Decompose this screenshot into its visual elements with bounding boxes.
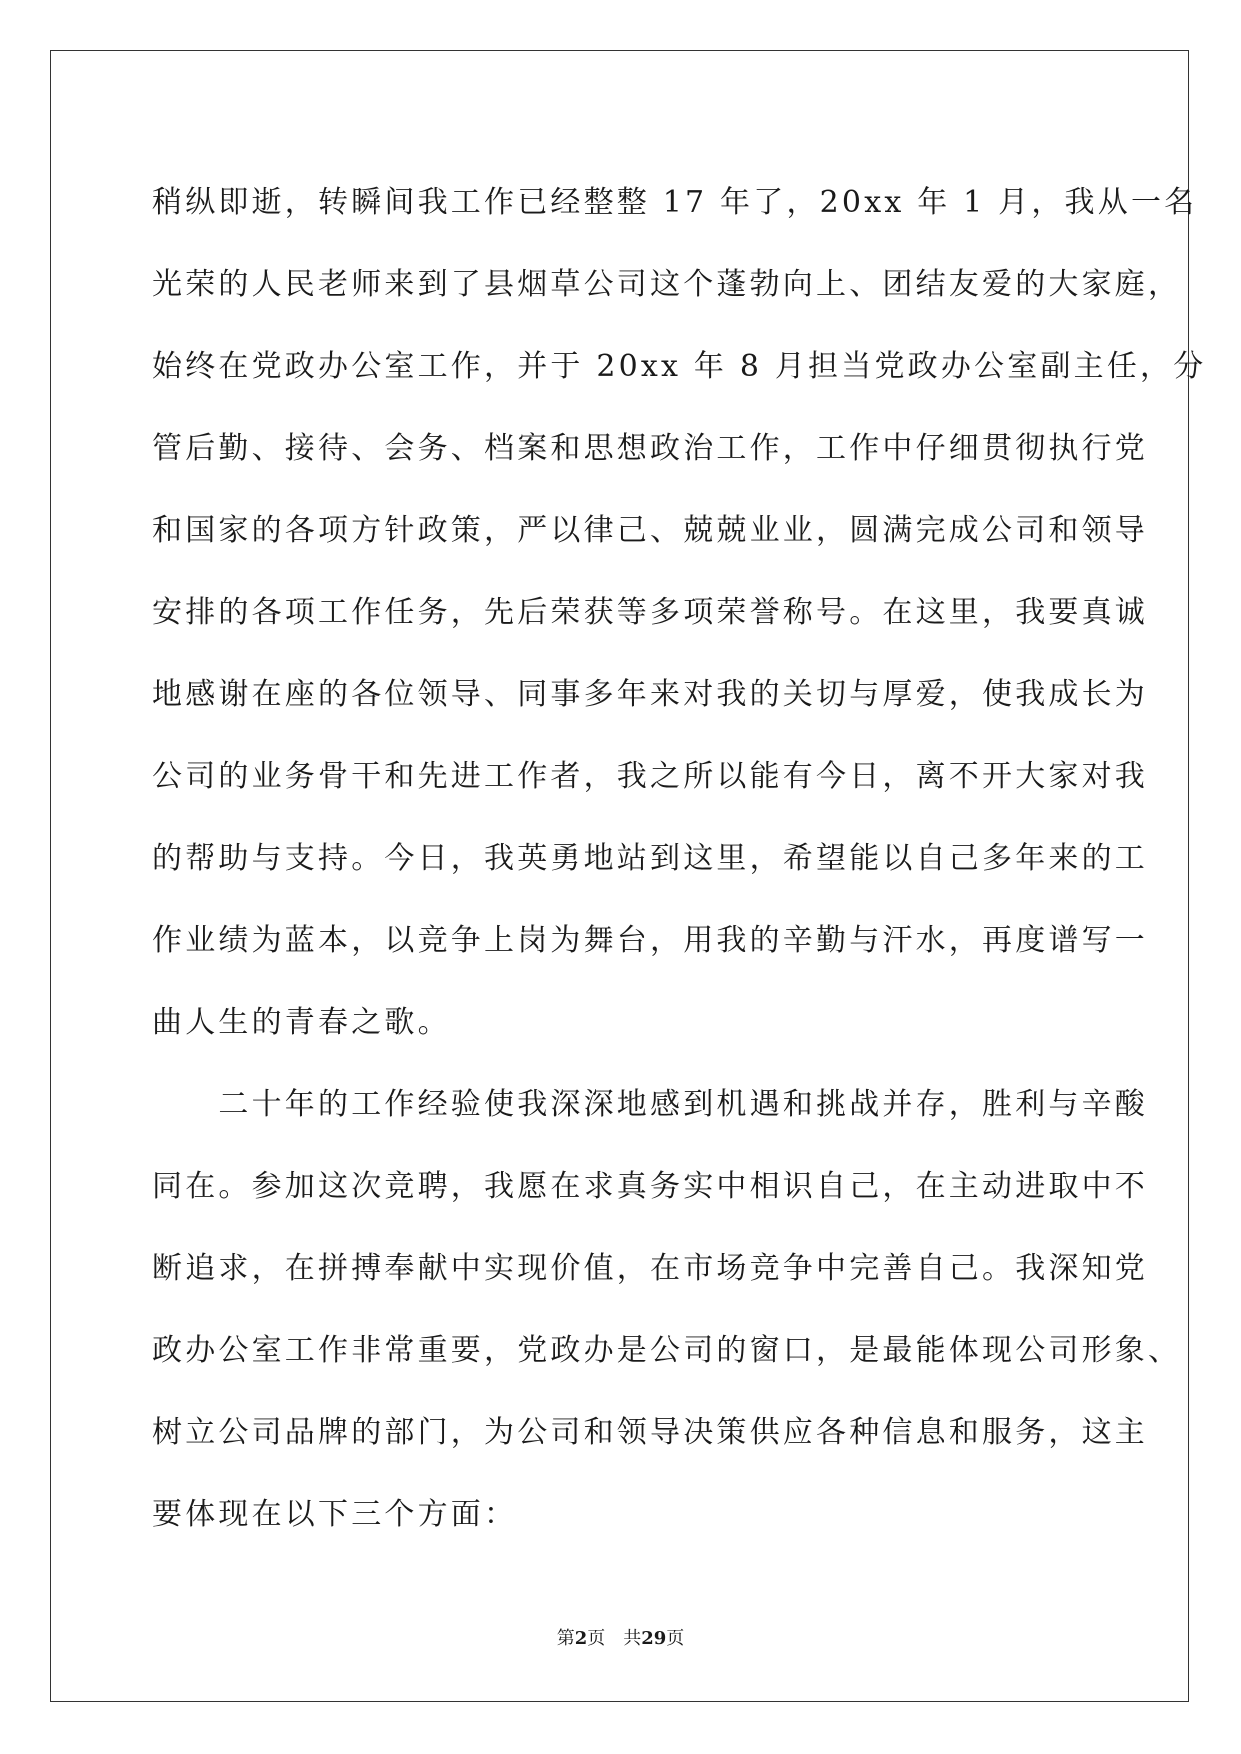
footer-middle: 页 共 — [587, 1628, 642, 1649]
current-page-number: 2 — [574, 1628, 588, 1649]
text-line: 作业绩为蓝本，以竞争上岗为舞台，用我的辛勤与汗水，再度谱写一 — [152, 923, 1148, 958]
text-line: 同在。参加这次竞聘，我愿在求真务实中相识自己，在主动进取中不 — [152, 1169, 1148, 1204]
text-line: 地感谢在座的各位领导、同事多年来对我的关切与厚爱，使我成长为 — [152, 677, 1148, 712]
text-line: 二十年的工作经验使我深深地感到机遇和挑战并存，胜利与辛酸 — [152, 1087, 1148, 1122]
text-line: 政办公室工作非常重要，党政办是公司的窗口，是最能体现公司形象、 — [152, 1333, 1182, 1368]
text-line: 光荣的人民老师来到了县烟草公司这个蓬勃向上、团结友爱的大家庭， — [152, 267, 1182, 302]
total-page-count: 29 — [641, 1628, 667, 1649]
text-line: 安排的各项工作任务，先后荣获等多项荣誉称号。在这里，我要真诚 — [152, 595, 1148, 630]
page-footer — [0, 1628, 1241, 1650]
footer-prefix: 第 — [556, 1628, 575, 1649]
text-line: 曲人生的青春之歌。 — [152, 1005, 451, 1040]
text-line: 树立公司品牌的部门，为公司和领导决策供应各种信息和服务，这主 — [152, 1415, 1148, 1450]
footer-suffix: 页 — [666, 1628, 685, 1649]
document-body — [152, 162, 1207, 1556]
text-line: 和国家的各项方针政策，严以律己、兢兢业业，圆满完成公司和领导 — [152, 513, 1148, 548]
text-line: 稍纵即逝，转瞬间我工作已经整整 17 年了，20xx 年 1 月，我从一名 — [152, 185, 1198, 220]
text-line: 始终在党政办公室工作，并于 20xx 年 8 月担当党政办公室副主任，分 — [152, 349, 1207, 384]
text-line: 管后勤、接待、会务、档案和思想政治工作，工作中仔细贯彻执行党 — [152, 431, 1148, 466]
text-line: 要体现在以下三个方面： — [152, 1497, 518, 1532]
text-line: 的帮助与支持。今日，我英勇地站到这里，希望能以自己多年来的工 — [152, 841, 1148, 876]
text-line: 断追求，在拼搏奉献中实现价值，在市场竞争中完善自己。我深知党 — [152, 1251, 1148, 1286]
text-line: 公司的业务骨干和先进工作者，我之所以能有今日，离不开大家对我 — [152, 759, 1148, 794]
